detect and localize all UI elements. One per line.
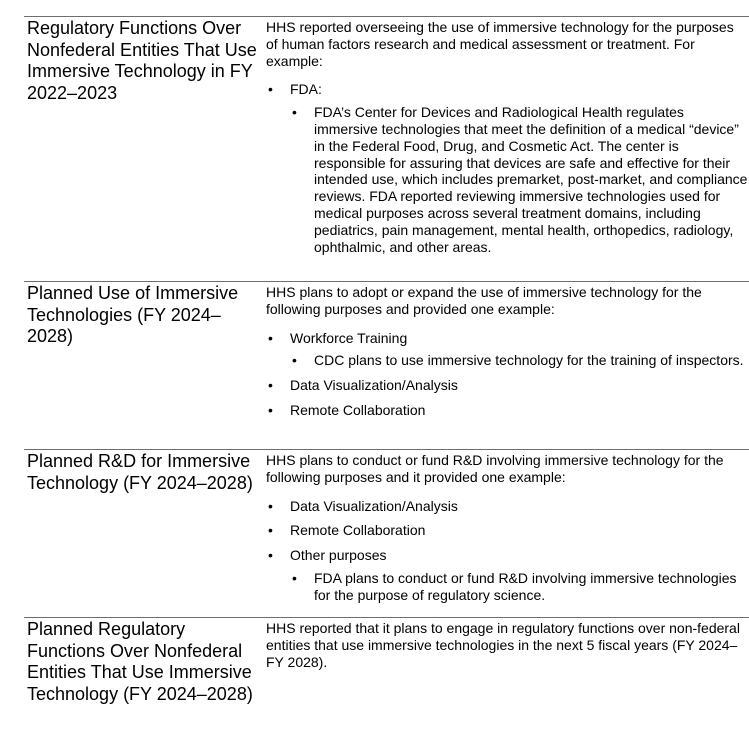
- list-item: [266, 498, 749, 515]
- bullet-icon: •: [268, 547, 273, 564]
- sub-bullet-list: [290, 104, 749, 255]
- bullet-icon: •: [292, 569, 297, 586]
- bullet-icon: •: [268, 401, 273, 418]
- row-intro: HHS plans to adopt or expand the use of immersive technology for the following purposes and provided one example:: [266, 284, 702, 317]
- bullet-icon: •: [268, 497, 273, 514]
- list-item: [266, 377, 749, 394]
- bullet-icon: •: [268, 377, 273, 394]
- row-description: [266, 19, 749, 255]
- list-item-label: Data Visualization/Analysis: [290, 497, 458, 514]
- bullet-list: [266, 81, 749, 255]
- list-item: [266, 522, 749, 539]
- row-intro: HHS plans to conduct or fund R&D involving immersive technology for the following purposes and it provided one example:: [266, 452, 724, 485]
- list-item-label: Workforce Training: [290, 329, 408, 346]
- bullet-icon: •: [268, 522, 273, 539]
- row-description: [266, 452, 749, 604]
- list-item-label: Remote Collaboration: [290, 401, 426, 418]
- sub-list-item: [290, 570, 749, 604]
- bullet-list: [266, 330, 749, 419]
- sub-list-item-label: CDC plans to use immersive technology for the training of inspectors.: [314, 352, 744, 369]
- bullet-icon: •: [292, 104, 297, 121]
- sub-list-item-label: FDA plans to conduct or fund R&D involving immersive technologies for the purpose of regulatory science.: [314, 569, 737, 603]
- row-intro: HHS reported that it plans to engage in regulatory functions over non-federal entities that use immersive technologies in the next 5 fiscal years (FY 2024–FY 2028).: [266, 620, 740, 670]
- row-heading: Planned R&D for Immersive Technology (FY 2024–2028): [27, 451, 253, 493]
- bullet-icon: •: [268, 329, 273, 346]
- row-description: [266, 620, 749, 670]
- list-item: [266, 547, 749, 603]
- row-intro: HHS reported overseeing the use of immersive technology for the purposes of human factors research and medical assessment or treatment. For example:: [266, 19, 734, 69]
- bullet-icon: •: [268, 81, 273, 98]
- table-row-planned-use: [24, 281, 749, 418]
- row-heading: Planned Regulatory Functions Over Nonfederal Entities That Use Immersive Technology (FY 2024–2028): [27, 619, 253, 704]
- list-item-label: Remote Collaboration: [290, 522, 426, 539]
- sub-list-item: [290, 352, 749, 369]
- bullet-list: [266, 498, 749, 604]
- sub-list-item: [290, 104, 749, 255]
- list-item: [266, 402, 749, 419]
- table-row-planned-regulatory: [24, 617, 749, 704]
- table-row-current-regulatory: [24, 16, 749, 255]
- sub-bullet-list: [290, 570, 749, 604]
- bullet-icon: •: [292, 352, 297, 369]
- table-row-planned-rd: [24, 449, 749, 603]
- list-item-label: Other purposes: [290, 547, 387, 564]
- list-item: [266, 330, 749, 370]
- row-heading: Regulatory Functions Over Nonfederal Entities That Use Immersive Technology in FY 2022–2023: [27, 18, 257, 103]
- sub-bullet-list: [290, 352, 749, 369]
- list-item-label: Data Visualization/Analysis: [290, 377, 458, 394]
- list-item: [266, 81, 749, 255]
- row-heading: Planned Use of Immersive Technologies (FY 2024–2028): [27, 283, 239, 347]
- sub-list-item-label: FDA’s Center for Devices and Radiological Health regulates immersive technologies that meet the definition of a medical “device” in the Federal Food, Drug, and Cosmetic Act. The center is responsible for assuring that devices are safe and effective for their intended use, which includes premarket, post-market, and compliance reviews. FDA reported reviewing immersive technologies used for medical purposes across several treatment domains, including pediatrics, pain management, mental health, orthopedics, radiology, ophthalmic, and other areas.: [314, 104, 748, 255]
- list-item-label: FDA:: [290, 81, 322, 98]
- row-description: [266, 284, 749, 419]
